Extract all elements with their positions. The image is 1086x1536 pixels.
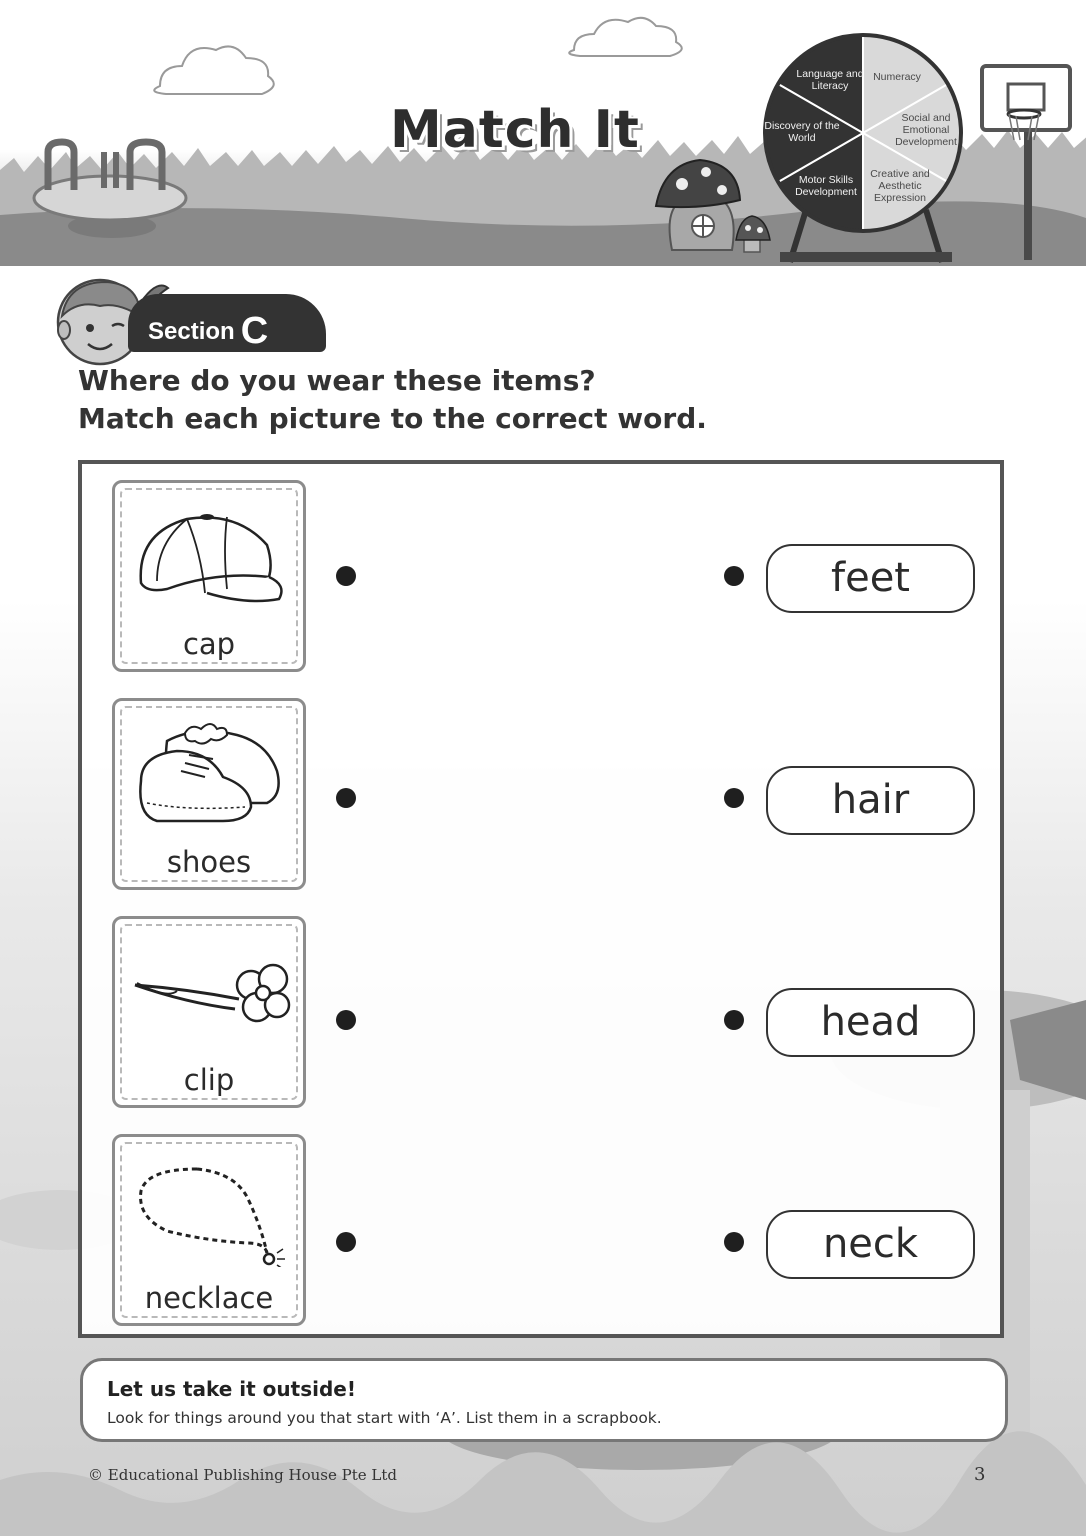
picture-label-necklace: necklace xyxy=(144,1281,274,1315)
left-match-dot[interactable] xyxy=(336,566,356,586)
section-letter: C xyxy=(240,310,269,352)
instruction-line-2: Match each picture to the correct word. xyxy=(78,402,707,435)
right-match-dot[interactable] xyxy=(724,566,744,586)
right-match-dot[interactable] xyxy=(724,1232,744,1252)
word-box-feet[interactable]: feet xyxy=(766,544,975,613)
word-box-hair[interactable]: hair xyxy=(766,766,975,835)
learning-domains-wheel xyxy=(760,30,966,236)
wheel-label-motor-skills: Motor Skills Development xyxy=(795,174,857,198)
picture-card-shoes[interactable] xyxy=(112,698,306,890)
left-match-dot[interactable] xyxy=(336,788,356,808)
picture-label-clip: clip xyxy=(183,1063,235,1097)
page-number: 3 xyxy=(974,1464,986,1485)
shoes-icon xyxy=(127,711,291,831)
hair-clip-icon xyxy=(127,929,291,1049)
section-heading xyxy=(148,306,269,352)
section-word: Section xyxy=(148,318,235,345)
word-box-head[interactable]: head xyxy=(766,988,975,1057)
picture-card-necklace[interactable] xyxy=(112,1134,306,1326)
picture-card-cap[interactable] xyxy=(112,480,306,672)
wheel-label-creative-aesthetic: Creative and Aesthetic Expression xyxy=(870,168,930,204)
wheel-label-discovery-world: Discovery of the World xyxy=(764,120,840,144)
instructions xyxy=(78,362,707,438)
tip-title: Let us take it outside! xyxy=(107,1377,356,1401)
cloud-icon xyxy=(154,18,682,94)
necklace-icon xyxy=(127,1147,291,1267)
tip-text: Look for things around you that start with ‘A’. List them in a scrapbook. xyxy=(107,1409,662,1427)
wheel-label-social-emotional: Social and Emotional Development xyxy=(895,112,957,148)
tip-box xyxy=(80,1358,1008,1442)
word-box-neck[interactable]: neck xyxy=(766,1210,975,1279)
left-match-dot[interactable] xyxy=(336,1010,356,1030)
header-banner xyxy=(0,0,1086,266)
wheel-label-language-literacy: Language and Literacy xyxy=(796,68,864,92)
right-match-dot[interactable] xyxy=(724,1010,744,1030)
picture-label-cap: cap xyxy=(182,627,236,661)
wheel-label-numeracy: Numeracy xyxy=(873,71,921,83)
picture-label-shoes: shoes xyxy=(166,845,252,879)
picture-card-clip[interactable] xyxy=(112,916,306,1108)
left-match-dot[interactable] xyxy=(336,1232,356,1252)
copyright-notice: © Educational Publishing House Pte Ltd xyxy=(88,1466,397,1484)
page-title: Match It xyxy=(390,100,640,160)
right-match-dot[interactable] xyxy=(724,788,744,808)
instruction-line-1: Where do you wear these items? xyxy=(78,364,596,397)
cap-icon xyxy=(127,493,291,613)
